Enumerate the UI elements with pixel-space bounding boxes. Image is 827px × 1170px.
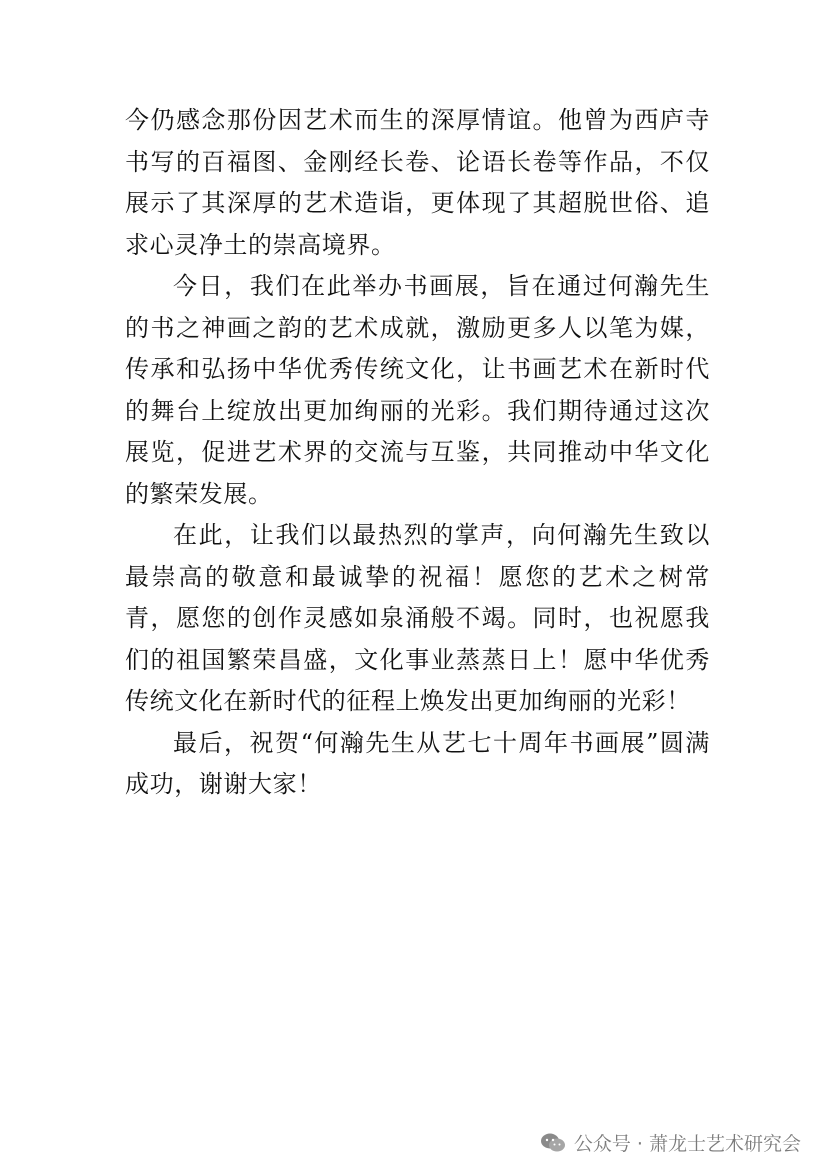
paragraph-1: 今仍感念那份因艺术而生的深厚情谊。他曾为西庐寺书写的百福图、金刚经长卷、论语长卷等作品，不仅展示了其深厚的艺术造诣，更体现了其超脱世俗、追求心灵净土的崇高境界。	[125, 106, 710, 259]
paragraph-4: 最后，祝贺“何瀚先生从艺七十周年书画展”圆满成功，谢谢大家！	[125, 728, 710, 798]
document-body	[125, 100, 710, 806]
paragraph-2: 今日，我们在此举办书画展，旨在通过何瀚先生的书之神画之韵的艺术成就，激励更多人以笔为媒，传承和弘扬中华优秀传统文化，让书画艺术在新时代的舞台上绽放出更加绚丽的光彩。我们期待通过这次展览，促进艺术界的交流与互鉴，共同推动中华文化的繁荣发展。	[125, 272, 710, 508]
watermark-text: 公众号 · 萧龙士艺术研究会	[573, 1133, 801, 1155]
watermark	[540, 1129, 801, 1156]
paragraph-3: 在此，让我们以最热烈的掌声，向何瀚先生致以最崇高的敬意和最诚挚的祝福！愿您的艺术之树常青，愿您的创作灵感如泉涌般不竭。同时，也祝愿我们的祖国繁荣昌盛，文化事业蒸蒸日上！愿中华优秀传统文化在新时代的征程上焕发出更加绚丽的光彩！	[125, 521, 710, 715]
wechat-icon	[540, 1132, 566, 1154]
